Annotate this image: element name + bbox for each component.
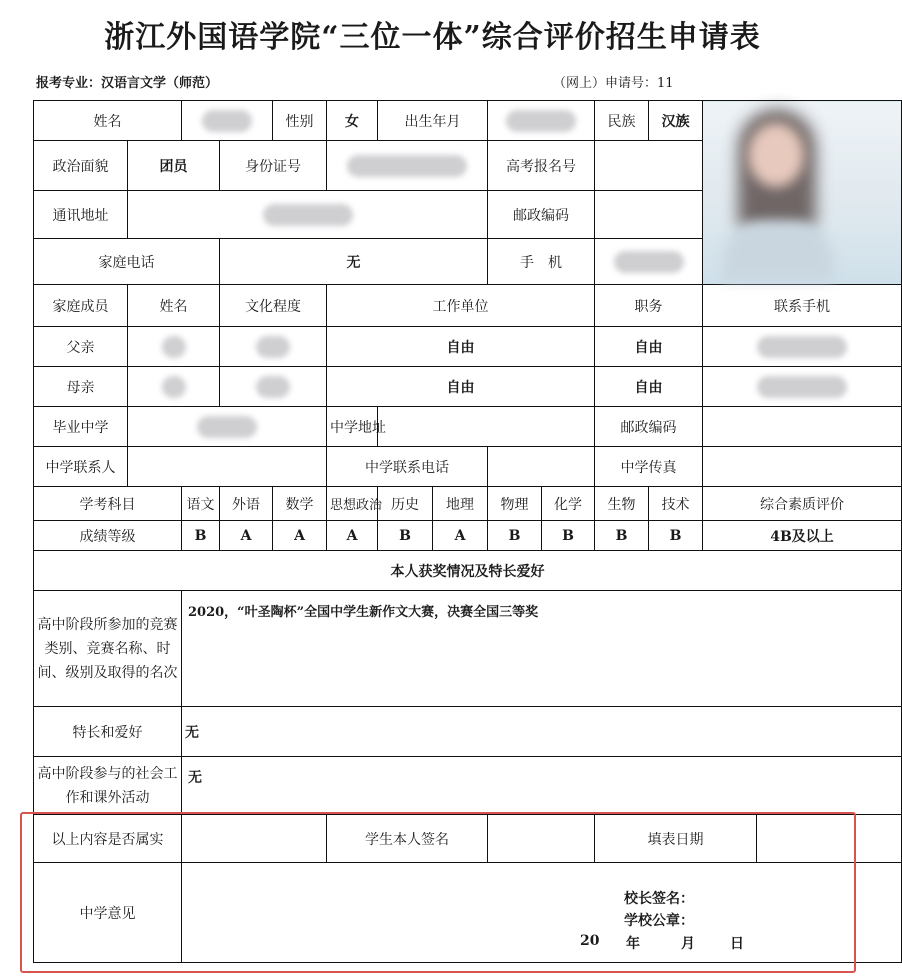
fill-date-label: 填表日期 bbox=[595, 815, 757, 863]
form-title: 浙江外国语学院“三位一体”综合评价招生申请表 bbox=[104, 20, 761, 55]
family-name-header: 姓名 bbox=[128, 285, 220, 327]
family-workplace-header: 工作单位 bbox=[327, 285, 595, 327]
date-month-unit: 月 bbox=[681, 936, 695, 952]
family-education bbox=[220, 367, 327, 407]
id-label: 身份证号 bbox=[220, 141, 327, 191]
family-workplace: 自由 bbox=[327, 367, 595, 407]
family-phone-header: 联系手机 bbox=[703, 285, 902, 327]
subject-cell: 物理 bbox=[488, 487, 542, 521]
school-address-value bbox=[378, 407, 595, 447]
fill-date-value bbox=[757, 815, 902, 863]
level-cell: B bbox=[488, 521, 542, 551]
social-label: 高中阶段参与的社会工作和课外活动 bbox=[34, 757, 182, 815]
school-postcode-value bbox=[703, 407, 902, 447]
date-year: 20 bbox=[580, 933, 600, 949]
grad-school-label: 毕业中学 bbox=[34, 407, 128, 447]
competition-label: 高中阶段所参加的竞赛类别、竞赛名称、时间、级别及取得的名次 bbox=[34, 591, 182, 707]
level-cell: B bbox=[542, 521, 595, 551]
home-phone-value: 无 bbox=[220, 239, 488, 285]
applicant-photo bbox=[703, 101, 902, 285]
subject-cell: 地理 bbox=[433, 487, 488, 521]
application-form-table bbox=[33, 100, 902, 963]
school-seal: 学校公章： bbox=[624, 913, 694, 929]
family-position: 自由 bbox=[595, 367, 703, 407]
subject-cell: 思想政治 bbox=[327, 487, 378, 521]
competition-value: 2020，“叶圣陶杯”全国中学生新作文大赛，决赛全国三等奖 bbox=[182, 591, 902, 707]
gender-label: 性别 bbox=[273, 101, 327, 141]
application-number: （网上）申请号：11 bbox=[553, 76, 674, 91]
school-contact-label: 中学联系人 bbox=[34, 447, 128, 487]
grad-school-value bbox=[128, 407, 327, 447]
family-phone bbox=[703, 367, 902, 407]
level-cell: B bbox=[378, 521, 433, 551]
subject-cell: 技术 bbox=[649, 487, 703, 521]
family-name bbox=[128, 327, 220, 367]
truth-label: 以上内容是否属实 bbox=[34, 815, 182, 863]
subject-cell: 数学 bbox=[273, 487, 327, 521]
family-position-header: 职务 bbox=[595, 285, 703, 327]
mobile-label: 手 机 bbox=[488, 239, 595, 285]
subject-cell: 历史 bbox=[378, 487, 433, 521]
ethnic-label: 民族 bbox=[595, 101, 649, 141]
level-cell: A bbox=[433, 521, 488, 551]
address-value bbox=[128, 191, 488, 239]
family-member: 母亲 bbox=[34, 367, 128, 407]
postcode-value bbox=[595, 191, 703, 239]
school-address-label: 中学地址 bbox=[327, 407, 378, 447]
truth-value bbox=[182, 815, 327, 863]
student-sign-value bbox=[488, 815, 595, 863]
exam-no-value bbox=[595, 141, 703, 191]
level-cell: B bbox=[182, 521, 220, 551]
school-opinion-label: 中学意见 bbox=[34, 863, 182, 963]
school-phone-label: 中学联系电话 bbox=[327, 447, 488, 487]
family-member-header: 家庭成员 bbox=[34, 285, 128, 327]
name-label: 姓名 bbox=[34, 101, 182, 141]
family-row-father bbox=[34, 327, 902, 367]
birth-value bbox=[488, 101, 595, 141]
overall-eval-value: 4B及以上 bbox=[703, 521, 902, 551]
subject-cell: 生物 bbox=[595, 487, 649, 521]
level-cell: B bbox=[649, 521, 703, 551]
social-value: 无 bbox=[182, 757, 902, 815]
birth-label: 出生年月 bbox=[378, 101, 488, 141]
family-workplace: 自由 bbox=[327, 327, 595, 367]
awards-section-title: 本人获奖情况及特长爱好 bbox=[34, 551, 902, 591]
talent-label: 特长和爱好 bbox=[34, 707, 182, 757]
level-cell: A bbox=[273, 521, 327, 551]
subject-cell: 外语 bbox=[220, 487, 273, 521]
postcode-label: 邮政编码 bbox=[488, 191, 595, 239]
talent-value: 无 bbox=[182, 707, 902, 757]
level-cell: A bbox=[327, 521, 378, 551]
level-label: 成绩等级 bbox=[34, 521, 182, 551]
political-value: 团员 bbox=[128, 141, 220, 191]
name-value bbox=[182, 101, 273, 141]
school-postcode-label: 邮政编码 bbox=[595, 407, 703, 447]
school-opinion-value bbox=[182, 863, 902, 963]
address-label: 通讯地址 bbox=[34, 191, 128, 239]
date-year-unit: 年 bbox=[626, 936, 640, 952]
school-contact-value bbox=[128, 447, 327, 487]
overall-eval-label: 综合素质评价 bbox=[703, 487, 902, 521]
ethnic-value: 汉族 bbox=[649, 101, 703, 141]
id-value bbox=[327, 141, 488, 191]
grades-levels-row bbox=[34, 521, 902, 551]
school-fax-value bbox=[703, 447, 902, 487]
home-phone-label: 家庭电话 bbox=[34, 239, 220, 285]
family-name bbox=[128, 367, 220, 407]
political-label: 政治面貌 bbox=[34, 141, 128, 191]
school-phone-value bbox=[488, 447, 595, 487]
subjects-label: 学考科目 bbox=[34, 487, 182, 521]
family-row-mother bbox=[34, 367, 902, 407]
family-phone bbox=[703, 327, 902, 367]
subject-cell: 语文 bbox=[182, 487, 220, 521]
subject-cell: 化学 bbox=[542, 487, 595, 521]
mobile-value bbox=[595, 239, 703, 285]
family-education-header: 文化程度 bbox=[220, 285, 327, 327]
family-education bbox=[220, 327, 327, 367]
family-member: 父亲 bbox=[34, 327, 128, 367]
level-cell: B bbox=[595, 521, 649, 551]
principal-signature: 校长签名： bbox=[624, 891, 694, 907]
applied-major: 报考专业：汉语言文学（师范） bbox=[36, 76, 219, 91]
gender-value: 女 bbox=[327, 101, 378, 141]
grades-subjects-row bbox=[34, 487, 902, 521]
level-cell: A bbox=[220, 521, 273, 551]
student-sign-label: 学生本人签名 bbox=[327, 815, 488, 863]
date-day-unit: 日 bbox=[730, 936, 744, 952]
exam-no-label: 高考报名号 bbox=[488, 141, 595, 191]
school-fax-label: 中学传真 bbox=[595, 447, 703, 487]
family-position: 自由 bbox=[595, 327, 703, 367]
